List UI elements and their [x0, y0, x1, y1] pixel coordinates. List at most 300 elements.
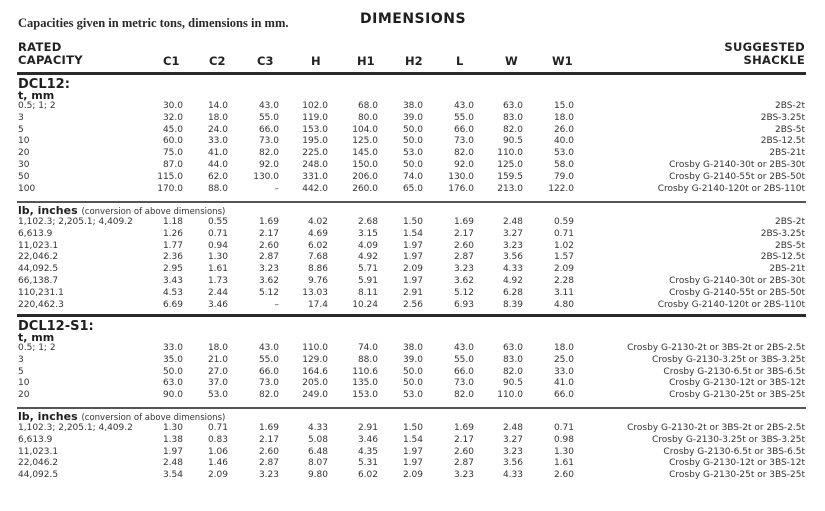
- dimension-cell-c3: 82.0: [258, 148, 279, 159]
- table-row: [0, 288, 825, 299]
- dimension-cell-c2: 0.55: [207, 217, 228, 227]
- dimension-cell-c2: 0.71: [207, 423, 228, 433]
- dimension-cell-h2: 1.54: [402, 228, 423, 239]
- rated-capacity-cell: 3: [18, 112, 24, 123]
- dimension-cell-h: 8.86: [307, 264, 328, 275]
- imperial-unit-text: lb, inches: [18, 204, 78, 217]
- table-header: [0, 41, 825, 71]
- rated-capacity-cell: 0.5; 1; 2: [18, 343, 56, 353]
- dimension-cell-w1: 1.57: [553, 252, 574, 263]
- dimension-cell-h2: 1.50: [402, 217, 423, 227]
- table-row: [0, 217, 825, 228]
- dimension-cell-l: 73.0: [453, 136, 474, 147]
- dimension-cell-w: 63.0: [502, 101, 523, 111]
- dimension-cell-c1: 50.0: [162, 366, 183, 377]
- suggested-shackle-cell: Crosby G-2140-55t or 2BS-50t: [669, 171, 805, 182]
- dimension-cell-h1: 4.35: [357, 446, 378, 457]
- dimension-cell-c2: 0.71: [207, 228, 228, 239]
- dimension-cell-w1: 79.0: [553, 171, 574, 182]
- rated-capacity-cell: 1,102.3; 2,205.1; 4,409.2: [18, 423, 133, 433]
- dimension-cell-h1: 150.0: [352, 160, 378, 170]
- dimension-cell-w1: 2.60: [553, 470, 574, 481]
- dimension-cell-w: 2.48: [502, 423, 523, 433]
- dimension-cell-h: 153.0: [302, 124, 328, 135]
- suggested-shackle-cell: Crosby G-2140-30t or 2BS-30t: [669, 276, 805, 286]
- dimension-cell-c1: 1.18: [162, 217, 183, 227]
- dimension-cell-c3: –: [274, 183, 279, 194]
- dimension-cell-c1: 3.54: [162, 470, 183, 481]
- rated-capacity-cell: 22,046.2: [18, 458, 59, 469]
- dimension-cell-w: 83.0: [502, 112, 523, 123]
- dimension-cell-h2: 74.0: [402, 171, 423, 182]
- dimension-cell-l: 3.23: [453, 470, 474, 481]
- dimension-cell-c1: 1.26: [162, 228, 183, 239]
- dimension-cell-c2: 44.0: [207, 160, 228, 170]
- suggested-shackle-cell: Crosby G-2130-2t or 3BS-2t or 2BS-2.5t: [627, 423, 805, 433]
- dimension-cell-w1: 2.09: [553, 264, 574, 275]
- dimension-cell-c1: 30.0: [162, 101, 183, 111]
- dimension-cell-c1: 87.0: [162, 160, 183, 170]
- dimension-cell-h2: 50.0: [402, 366, 423, 377]
- dimension-cell-h2: 65.0: [402, 183, 423, 194]
- dimension-cell-h: 4.33: [307, 423, 328, 433]
- header-shackle-label: SHACKLE: [743, 53, 805, 67]
- dimension-cell-w: 110.0: [497, 148, 523, 159]
- rated-capacity-cell: 6,613.9: [18, 434, 53, 445]
- dimension-cell-l: 3.62: [453, 276, 474, 286]
- dimension-cell-l: 92.0: [453, 160, 474, 170]
- table-row: [0, 343, 825, 354]
- dimension-cell-h2: 53.0: [402, 148, 423, 159]
- dimension-cell-c3: 66.0: [258, 366, 279, 377]
- suggested-shackle-cell: Crosby G-2130-3.25t or 3BS-3.25t: [651, 434, 805, 445]
- suggested-shackle-cell: Crosby G-2130-25t or 3BS-25t: [669, 390, 805, 401]
- dimension-cell-w: 3.56: [502, 252, 523, 263]
- dimension-cell-l: 2.60: [453, 240, 474, 251]
- table-row: [0, 241, 825, 252]
- dimension-cell-h1: 10.24: [352, 299, 378, 310]
- dimension-cell-c2: 41.0: [207, 148, 228, 159]
- dimension-cell-h2: 38.0: [402, 343, 423, 353]
- header-h2: H2: [405, 54, 423, 68]
- dimension-cell-w1: 0.59: [553, 217, 574, 227]
- dimension-cell-w1: 25.0: [553, 354, 574, 365]
- dimension-cell-l: 66.0: [453, 366, 474, 377]
- header-w: W: [505, 54, 518, 68]
- dimension-cell-h: 5.08: [307, 434, 328, 445]
- suggested-shackle-cell: 2BS-12.5t: [760, 252, 805, 263]
- dimension-cell-h2: 1.97: [402, 276, 423, 286]
- header-capacity-label: CAPACITY: [18, 53, 83, 67]
- rated-capacity-cell: 100: [18, 183, 36, 194]
- dimension-cell-h1: 2.91: [357, 423, 378, 433]
- dimension-cell-l: 82.0: [453, 148, 474, 159]
- suggested-shackle-cell: 2BS-21t: [769, 148, 805, 159]
- imperial-unit-note: (conversion of above dimensions): [81, 413, 226, 423]
- dimension-cell-h: 4.69: [307, 228, 328, 239]
- table-row: [0, 390, 825, 401]
- suggested-shackle-cell: Crosby G-2130-12t or 3BS-12t: [669, 378, 805, 389]
- dimension-cell-c3: 43.0: [258, 101, 279, 111]
- dimension-cell-c1: 3.43: [162, 276, 183, 286]
- page-title: DIMENSIONS: [360, 11, 467, 27]
- dimension-cell-c1: 2.48: [162, 458, 183, 469]
- dimension-cell-c1: 1.77: [162, 240, 183, 251]
- dimension-cell-c3: 66.0: [258, 124, 279, 135]
- dimension-cell-c1: 2.36: [162, 252, 183, 263]
- suggested-shackle-cell: 2BS-5t: [775, 240, 805, 251]
- dimension-cell-c2: 1.06: [207, 446, 228, 457]
- dimension-cell-c3: 73.0: [258, 378, 279, 389]
- metric-unit-label: t, mm: [18, 89, 55, 102]
- dimension-cell-c1: 6.69: [162, 299, 183, 310]
- suggested-shackle-cell: Crosby G-2140-120t or 2BS-110t: [657, 183, 805, 194]
- dimension-cell-c1: 170.0: [157, 183, 183, 194]
- dimension-cell-c3: –: [274, 299, 279, 310]
- dimension-cell-l: 2.17: [453, 228, 474, 239]
- dimension-cell-c3: 55.0: [258, 112, 279, 123]
- dimension-cell-h1: 206.0: [352, 171, 378, 182]
- dimension-cell-w: 213.0: [497, 183, 523, 194]
- dimension-cell-h: 4.02: [307, 217, 328, 227]
- dimension-cell-h: 102.0: [302, 101, 328, 111]
- dimension-cell-l: 73.0: [453, 378, 474, 389]
- suggested-shackle-cell: Crosby G-2130-2t or 3BS-2t or 2BS-2.5t: [627, 343, 805, 353]
- dimension-cell-h2: 50.0: [402, 136, 423, 147]
- table-row: [0, 300, 825, 311]
- table-row: [0, 470, 825, 481]
- dimension-cell-c3: 130.0: [253, 171, 279, 182]
- dimension-cell-w1: 4.80: [553, 299, 574, 310]
- rated-capacity-cell: 6,613.9: [18, 228, 53, 239]
- dimension-cell-l: 82.0: [453, 390, 474, 401]
- dimension-cell-h: 442.0: [302, 183, 328, 194]
- dimension-cell-h: 164.6: [302, 366, 328, 377]
- rated-capacity-cell: 10: [18, 378, 30, 389]
- dimension-cell-h: 195.0: [302, 136, 328, 147]
- dimension-cell-c2: 14.0: [207, 101, 228, 111]
- suggested-shackle-cell: Crosby G-2140-30t or 2BS-30t: [669, 160, 805, 170]
- rated-capacity-cell: 5: [18, 366, 24, 377]
- dimension-cell-w1: 1.30: [553, 446, 574, 457]
- dimension-cell-w: 110.0: [497, 390, 523, 401]
- dimension-cell-l: 2.87: [453, 458, 474, 469]
- dimension-cell-h1: 3.15: [357, 228, 378, 239]
- dimension-cell-h1: 3.46: [357, 434, 378, 445]
- header-suggested-label: SUGGESTED: [724, 40, 805, 54]
- dimension-cell-c3: 73.0: [258, 136, 279, 147]
- dimension-cell-w: 6.28: [502, 287, 523, 298]
- dimension-cell-h2: 1.50: [402, 423, 423, 433]
- dimension-cell-w: 3.23: [502, 240, 523, 251]
- dimension-cell-c3: 2.87: [258, 458, 279, 469]
- dimension-cell-c1: 1.97: [162, 446, 183, 457]
- section-end-divider: [17, 314, 806, 317]
- header-h: H: [311, 54, 321, 68]
- dimension-cell-h1: 4.92: [357, 252, 378, 263]
- dimension-cell-h: 9.76: [307, 276, 328, 286]
- rated-capacity-cell: 20: [18, 148, 30, 159]
- dimension-cell-c1: 75.0: [162, 148, 183, 159]
- rated-capacity-cell: 44,092.5: [18, 470, 59, 481]
- dimension-cell-w: 4.33: [502, 264, 523, 275]
- dimension-cell-w1: 0.71: [553, 423, 574, 433]
- table-row: [0, 367, 825, 378]
- table-row: [0, 355, 825, 366]
- section-title: DCL12:: [18, 77, 70, 92]
- dimension-cell-l: 2.17: [453, 434, 474, 445]
- dimension-cell-c1: 1.38: [162, 434, 183, 445]
- dimension-cell-h1: 104.0: [352, 124, 378, 135]
- dimension-cell-h2: 39.0: [402, 112, 423, 123]
- dimension-cell-c2: 1.46: [207, 458, 228, 469]
- header-rated-capacity: [18, 41, 83, 67]
- dimension-cell-c3: 55.0: [258, 354, 279, 365]
- header-l: L: [456, 54, 464, 68]
- dimension-cell-c2: 37.0: [207, 378, 228, 389]
- dimension-cell-h1: 145.0: [352, 148, 378, 159]
- dimension-cell-h2: 1.97: [402, 446, 423, 457]
- dimension-cell-w: 125.0: [497, 160, 523, 170]
- dimension-cell-c2: 2.44: [207, 287, 228, 298]
- dimension-cell-c3: 1.69: [258, 423, 279, 433]
- dimension-cell-w1: 40.0: [553, 136, 574, 147]
- table-row: [0, 101, 825, 112]
- dimension-cell-l: 55.0: [453, 112, 474, 123]
- table-row: [0, 458, 825, 469]
- dimension-cell-c2: 3.46: [207, 299, 228, 310]
- table-row: [0, 160, 825, 171]
- dimension-cell-h1: 68.0: [357, 101, 378, 111]
- table-row: [0, 378, 825, 389]
- dimension-cell-h: 331.0: [302, 171, 328, 182]
- dimension-cell-h1: 135.0: [352, 378, 378, 389]
- dimension-cell-l: 66.0: [453, 124, 474, 135]
- metric-unit-label: t, mm: [18, 331, 55, 344]
- dimension-cell-h2: 1.97: [402, 458, 423, 469]
- table-row: [0, 229, 825, 240]
- dimension-cell-c3: 82.0: [258, 390, 279, 401]
- dimension-cell-l: 2.87: [453, 252, 474, 263]
- dimension-cell-h2: 2.56: [402, 299, 423, 310]
- dimension-cell-h2: 1.54: [402, 434, 423, 445]
- dimension-cell-l: 43.0: [453, 101, 474, 111]
- suggested-shackle-cell: 2BS-21t: [769, 264, 805, 275]
- dimension-cell-h: 205.0: [302, 378, 328, 389]
- dimension-cell-h1: 4.09: [357, 240, 378, 251]
- dimension-cell-w: 90.5: [502, 378, 523, 389]
- rated-capacity-cell: 50: [18, 171, 30, 182]
- dimension-cell-w: 63.0: [502, 343, 523, 353]
- header-c1: C1: [163, 54, 180, 68]
- dimension-cell-l: 1.69: [453, 423, 474, 433]
- dimension-cell-c2: 1.30: [207, 252, 228, 263]
- rated-capacity-cell: 110,231.1: [18, 287, 64, 298]
- dimension-cell-w: 90.5: [502, 136, 523, 147]
- dimension-cell-w1: 18.0: [553, 343, 574, 353]
- dimension-cell-c1: 90.0: [162, 390, 183, 401]
- suggested-shackle-cell: Crosby G-2130-12t or 3BS-12t: [669, 458, 805, 469]
- dimension-cell-h: 129.0: [302, 354, 328, 365]
- units-note: Capacities given in metric tons, dimensions in mm.: [18, 16, 289, 30]
- section-divider: [17, 201, 806, 203]
- dimension-cell-w1: 15.0: [553, 101, 574, 111]
- dimension-cell-c1: 35.0: [162, 354, 183, 365]
- header-w1: W1: [552, 54, 573, 68]
- dimension-cell-h1: 110.6: [352, 366, 378, 377]
- dimension-cell-h1: 2.68: [357, 217, 378, 227]
- dimension-cell-c3: 3.23: [258, 264, 279, 275]
- rated-capacity-cell: 11,023.1: [18, 240, 59, 251]
- section-title: DCL12-S1:: [18, 319, 94, 334]
- header-h1: H1: [357, 54, 375, 68]
- dimension-cell-c3: 92.0: [258, 160, 279, 170]
- table-row: [0, 148, 825, 159]
- dimension-cell-c1: 1.30: [162, 423, 183, 433]
- dimension-cell-l: 55.0: [453, 354, 474, 365]
- dimension-cell-c3: 1.69: [258, 217, 279, 227]
- dimension-cell-l: 3.23: [453, 264, 474, 275]
- table-row: [0, 172, 825, 183]
- dimension-cell-h2: 1.97: [402, 240, 423, 251]
- table-row: [0, 113, 825, 124]
- dimension-cell-w1: 1.61: [553, 458, 574, 469]
- dimension-cell-h2: 38.0: [402, 101, 423, 111]
- dimension-cell-c2: 33.0: [207, 136, 228, 147]
- dimension-cell-c2: 0.94: [207, 240, 228, 251]
- dimension-cell-w: 8.39: [502, 299, 523, 310]
- rated-capacity-cell: 11,023.1: [18, 446, 59, 457]
- dimension-cell-c3: 2.17: [258, 228, 279, 239]
- dimension-cell-w: 3.56: [502, 458, 523, 469]
- dimension-cell-w: 3.23: [502, 446, 523, 457]
- imperial-unit-note: (conversion of above dimensions): [81, 207, 226, 217]
- suggested-shackle-cell: Crosby G-2140-120t or 2BS-110t: [657, 299, 805, 310]
- dimension-cell-h1: 153.0: [352, 390, 378, 401]
- dimension-cell-w1: 0.71: [553, 228, 574, 239]
- dimension-cell-h2: 50.0: [402, 378, 423, 389]
- header-suggested-shackle: [724, 41, 805, 67]
- table-row: [0, 423, 825, 434]
- dimension-cell-h1: 8.11: [357, 287, 378, 298]
- rated-capacity-cell: 30: [18, 160, 30, 170]
- dimension-cell-c2: 88.0: [207, 183, 228, 194]
- rated-capacity-cell: 3: [18, 354, 24, 365]
- dimension-cell-l: 2.60: [453, 446, 474, 457]
- dimension-cell-c2: 62.0: [207, 171, 228, 182]
- rated-capacity-cell: 220,462.3: [18, 299, 64, 310]
- table-row: [0, 435, 825, 446]
- dimension-cell-h: 110.0: [302, 343, 328, 353]
- dimension-cell-w1: 66.0: [553, 390, 574, 401]
- suggested-shackle-cell: 2BS-2t: [775, 101, 805, 111]
- dimension-cell-w1: 58.0: [553, 160, 574, 170]
- dimension-cell-h: 8.07: [307, 458, 328, 469]
- dimension-cell-h: 9.80: [307, 470, 328, 481]
- dimension-cell-w: 82.0: [502, 124, 523, 135]
- dimension-cell-c2: 18.0: [207, 112, 228, 123]
- dimension-cell-c3: 5.12: [258, 287, 279, 298]
- dimension-cell-h1: 80.0: [357, 112, 378, 123]
- dimension-cell-c3: 3.23: [258, 470, 279, 481]
- dimension-cell-h1: 74.0: [357, 343, 378, 353]
- dimension-cell-w1: 33.0: [553, 366, 574, 377]
- suggested-shackle-cell: Crosby G-2140-55t or 2BS-50t: [669, 287, 805, 298]
- dimension-cell-w1: 122.0: [548, 183, 574, 194]
- dimension-cell-c2: 2.09: [207, 470, 228, 481]
- dimension-cell-h: 249.0: [302, 390, 328, 401]
- dimension-cell-c3: 43.0: [258, 343, 279, 353]
- dimension-cell-c2: 24.0: [207, 124, 228, 135]
- dimension-cell-h1: 5.71: [357, 264, 378, 275]
- dimension-cell-h: 7.68: [307, 252, 328, 263]
- dimension-cell-l: 130.0: [448, 171, 474, 182]
- suggested-shackle-cell: Crosby G-2130-25t or 3BS-25t: [669, 470, 805, 481]
- table-row: [0, 447, 825, 458]
- imperial-unit-text: lb, inches: [18, 410, 78, 423]
- header-divider: [17, 72, 806, 75]
- dimension-cell-l: 5.12: [453, 287, 474, 298]
- header-rated-label: RATED: [18, 40, 62, 54]
- rated-capacity-cell: 5: [18, 124, 24, 135]
- dimension-cell-l: 43.0: [453, 343, 474, 353]
- rated-capacity-cell: 44,092.5: [18, 264, 59, 275]
- suggested-shackle-cell: Crosby G-2130-3.25t or 3BS-3.25t: [651, 354, 805, 365]
- dimension-cell-w: 82.0: [502, 366, 523, 377]
- rated-capacity-cell: 66,138.7: [18, 276, 59, 286]
- header-c2: C2: [209, 54, 226, 68]
- dimension-cell-h2: 53.0: [402, 390, 423, 401]
- suggested-shackle-cell: 2BS-3.25t: [760, 228, 805, 239]
- dimension-cell-w1: 41.0: [553, 378, 574, 389]
- table-row: [0, 252, 825, 263]
- dimension-cell-l: 1.69: [453, 217, 474, 227]
- dimension-cell-h1: 125.0: [352, 136, 378, 147]
- dimension-cell-w1: 3.11: [553, 287, 574, 298]
- rated-capacity-cell: 0.5; 1; 2: [18, 101, 56, 111]
- dimension-cell-h: 119.0: [302, 112, 328, 123]
- dimension-cell-c1: 32.0: [162, 112, 183, 123]
- dimension-cell-c1: 2.95: [162, 264, 183, 275]
- dimension-cell-h: 6.48: [307, 446, 328, 457]
- dimension-cell-h1: 88.0: [357, 354, 378, 365]
- dimension-cell-h2: 2.09: [402, 264, 423, 275]
- dimension-cell-w: 3.27: [502, 434, 523, 445]
- dimension-cell-h2: 2.09: [402, 470, 423, 481]
- dimension-cell-h2: 50.0: [402, 160, 423, 170]
- dimension-cell-c2: 21.0: [207, 354, 228, 365]
- dimension-cell-c1: 115.0: [157, 171, 183, 182]
- dimension-cell-c1: 4.53: [162, 287, 183, 298]
- suggested-shackle-cell: 2BS-2t: [775, 217, 805, 227]
- rated-capacity-cell: 20: [18, 390, 30, 401]
- dimension-cell-w: 83.0: [502, 354, 523, 365]
- table-row: [0, 136, 825, 147]
- dimension-cell-h2: 39.0: [402, 354, 423, 365]
- rated-capacity-cell: 22,046.2: [18, 252, 59, 263]
- dimension-cell-l: 6.93: [453, 299, 474, 310]
- table-row: [0, 184, 825, 195]
- dimension-cell-h1: 5.31: [357, 458, 378, 469]
- rated-capacity-cell: 10: [18, 136, 30, 147]
- dimension-cell-h: 6.02: [307, 240, 328, 251]
- dimension-cell-c2: 1.73: [207, 276, 228, 286]
- dimension-cell-c1: 45.0: [162, 124, 183, 135]
- dimension-cell-c1: 33.0: [162, 343, 183, 353]
- dimension-cell-c3: 2.60: [258, 240, 279, 251]
- dimension-cell-c3: 2.87: [258, 252, 279, 263]
- dimension-cell-c3: 2.60: [258, 446, 279, 457]
